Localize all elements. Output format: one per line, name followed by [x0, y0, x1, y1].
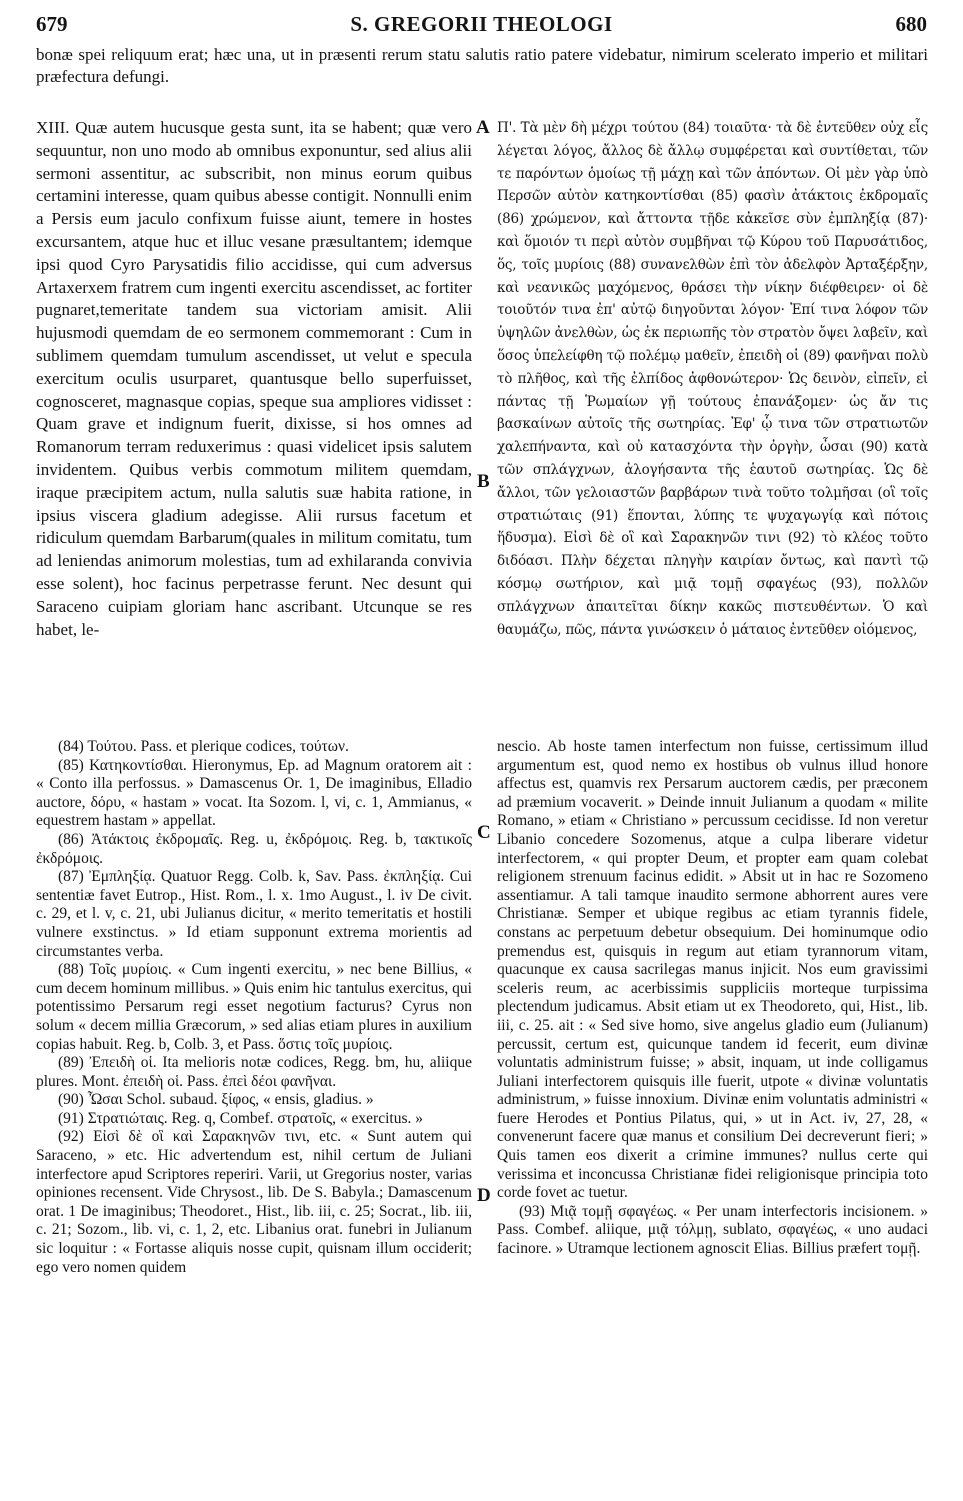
margin-marker-d: D	[477, 1185, 491, 1206]
running-title: S. GREGORII THEOLOGI	[350, 12, 613, 36]
page-number-left: 679	[36, 12, 68, 36]
intro-text: bonæ spei reliquum erat; hæc una, ut in præsenti rerum statu salutis ratio patere videbatur, nimirum scelerato imperio et militari præfectura defungi.	[36, 45, 928, 86]
margin-marker-b: B	[477, 471, 490, 492]
greek-paragraph: Π'. Τὰ μὲν δὴ μέχρι τούτου (84) τοιαῦτα· τὰ δὲ ἐντεῦθεν οὐχ εἷς λέγεται λόγος, ἄλλος δὲ ἄλλῳ συμφέρεται καὶ συντίθεται, τῶν τε παρόντων ὁμοίως τῇ μάχῃ καὶ τῶν ἀπόντων. Οἱ μὲν γὰρ ὑπὸ Περσῶν αὐτὸν κατηκοντίσθαι (85) φασὶν ἀτάκτοις ἐκδρομαῖς (86) χρώμενον, καὶ ἄττοντα τῇδε κἀκεῖσε σὺν ἐμπληξίᾳ (87)· καὶ ὅμοιόν τι περὶ αὐτὸν συμβῆναι τῷ Κύρου τοῦ Παρυσάτιδος, ὅς, τοῖς μυρίοις (88) συνανελθὼν ἐπὶ τὸν ἀδελφὸν Ἀρταξέρξην, καὶ νεανικῶς μαχόμενος, θράσει τὴν νίκην διέφθειρεν· οἱ δὲ τοιοῦτόν τινα ἐπ' αὐτῷ διηγοῦνται λόγον· Ἐπί τινα λόφον τῶν ὑψηλῶν ἀνελθὼν, ὡς ἐκ περιωπῆς τὸν στρατὸν ὄψει λαβεῖν, καὶ ὅσος ὑπελείφθη τῷ πολέμῳ μαθεῖν, ἐπειδὴ οἱ (89) φανῆναι πολὺ τὸ πλῆθος, καὶ τῆς ἐλπίδος ἀφθονώτερον· Ὡς δεινὸν, εἰπεῖν, εἰ πάντας τῇ Ῥωμαίων γῇ τούτους ἐπανάξομεν· ὡς ἄν τις βασκαίνων αὐτοῖς τῆς σωτηρίας. Ἐφ' ᾧ τινα τῶν στρατιωτῶν χαλεπήναντα, καὶ οὐ κατασχόντα τὴν ὀργὴν, ὦσαι (90) κατὰ τῶν σπλάγχνων, ἀλογήσαντα τῆς ἑαυτοῦ σωτηρίας. Ὡς δὲ ἄλλοι, τῶν γελοιαστῶν βαρβάρων τινὰ τοῦτο τολμῆσαι (οἳ τοῖς στρατιώταις (91) ἕπονται, λύπης τε ψυχαγωγίᾳ καὶ πότοις ἥδυσμα). Εἰσὶ δὲ οἳ καὶ Σαρακηνῶν τινι (92) τὸ κλέος τοῦτο διδόασι. Πλὴν δέχεται πληγὴν καιρίαν ὄντως, καὶ παντὶ τῷ κόσμῳ σωτήριον, καὶ μιᾷ τομῇ σφαγέως (93), πολλῶν σπλάγχνων ἀπαιτεῖται δίκην κακῶς πιστευθέντων. Ὁ καὶ θαυμάζω, πῶς, πάντα γινώσκειν ὁ μάταιος ἐντεῦθεν οἰόμενος,	[497, 120, 928, 638]
running-header	[36, 6, 927, 40]
latin-main-text	[36, 117, 472, 641]
page-number-right: 680	[895, 12, 927, 36]
greek-main-text	[497, 117, 928, 641]
footnote-84: (84) Τούτου. Pass. et plerique codices, τούτων.	[58, 738, 349, 755]
latin-paragraph: XIII. Quæ autem hucusque gesta sunt, ita se habent; quæ vero sequuntur, non uno modo ab omnibus exponuntur, sed alius alii sermoni assentitur, ac subscribit, non minus eorum quibus certamini interesse, quam quibus abesse contigit. Nonnulli enim a Persis eum jaculo confixum fuisse aiunt, temere in hostes excursantem, atque huc et illuc vesane præsultantem; idemque ipsi quod Cyro Parysatidis filio accidisse, qui cum adversus Artaxerxem fratrem cum ingenti exercitu ascendisset, ac fortiter pugnaret,temeritate tandem sua victoriam amisit. Alii hujusmodi quemdam de eo sermonem commemorant : Cum in sublimem quemdam tumulum ascendisset, ut velut e specula exercitum oculis usurparet, quantusque bello superfuisset, cognosceret, magnasque copias, speque sua ampliores vidisset : Quam grave et indignum fuerit, dixisse, si hos omnes ad Romanorum terram reduxerimus : quasi videlicet ipsis salutem invidentem. Quibus verbis commotum militem quemdam, iraque præcipitem actum, nulla salutis suæ habita ratione, in ipsius viscera gladium adegisse. Alii rursus facetum et ridiculum quemdam Barbarum(quales in militum comitatu, tum ad leniendas animorum molestias, tum ad exhilaranda convivia esse solent), hoc facinus perpetrasse ferunt. Nec desunt qui Saraceno cuipiam gloriam hanc ascribant. Utcunque se res habet, le-	[36, 118, 472, 639]
margin-marker-c: C	[477, 822, 491, 843]
footnote-91: (91) Στρατιώταις. Reg. q, Combef. στρατοῖς, « exercitus. »	[58, 1109, 423, 1127]
margin-marker-a: A	[476, 117, 490, 138]
footnotes-left	[36, 738, 472, 1277]
footnote-87: (87) Ἐμπληξίᾳ. Quatuor Regg. Colb. k, Sav. Pass. ἐκπληξίᾳ. Cui sententiæ favet Eutrop., Hist. Rom., l. x. 1mo August., l. iv De civit. c. 29, et l. v, c. 21, ubi Julianus dicitur, « merito temeritatis et hostili vulnere exstinctus. » Id etiam supponunt extrema morientis ad circumstantes verba.	[36, 868, 472, 960]
footnote-93: (93) Μιᾷ τομῇ σφαγέως. « Per unam interfectoris incisionem. » Pass. Combef. aliique, μιᾷ τόλμῃ, sublato, σφαγέως, « uno audaci facinore. » Utramque lectionem agnoscit Elias. Billius præfert τομῇ.	[497, 1202, 928, 1258]
footnote-85: (85) Κατηκοντίσθαι. Hieronymus, Ep. ad Magnum oratorem ait : « Conto illa perfossus. » Damascenus Or. 1, De imaginibus, Elladio auctore, δόρυ, « hastam » vocat. Ita Sozom. l, vi, c. 1, Ammianus, « equestrem hastam » appellat.	[36, 756, 472, 830]
footnote-92: (92) Εἰσὶ δὲ οἳ καὶ Σαρακηνῶν τινι, etc. « Sunt autem qui Saraceno, » etc. Hic advertendum est, nihil certum de Juliani interfectore apud Scriptores reperiri. Varii, ut Gregorius noster, varias opiniones recensent. Vide Chrysost., lib. De S. Babyla.; Damascenum orat. 1 De imaginibus; Theodoret., Hist., lib. iii, c. 25; Socrat., lib. iii, c. 21; Sozom., lib. vi, c. 1, 2, etc. Libanius orat. funebri in Julianum sic loquitur : « Fortasse aliquis nosse cupit, quisnam illum occiderit; ego vero nomen quidem	[36, 1128, 472, 1276]
footnote-90: (90) Ὦσαι Schol. subaud. ξίφος, « ensis, gladius. »	[58, 1091, 374, 1109]
footnote-88: (88) Τοῖς μυρίοις. « Cum ingenti exercitu, » nec bene Billius, « cum decem hominum millibus. » Quis enim hic tantulus exercitus, qui potentissimo Persarum regi esset negotium facturus? Cyrus non solum « decem millia Græcorum, » sed alias etiam plures in auxilium copias habuit. Reg. b, Colb. 3, et Pass. ὅστις τοῖς μυρίοις.	[36, 961, 472, 1053]
footnote-89: (89) Ἐπειδὴ οἱ. Ita melioris notæ codices, Regg. bm, hu, aliique plures. Mont. ἐπειδὴ οἱ. Pass. ἐπεὶ δέοι φανῆναι.	[36, 1054, 472, 1090]
footnote-86: (86) Ἀτάκτοις ἐκδρομαῖς. Reg. u, ἐκδρόμοις. Reg. b, τακτικοῖς ἐκδρόμοις.	[36, 830, 472, 867]
footnote-92-continued: nescio. Ab hoste tamen interfectum non fuisse, certissimum illud argumentum est, quod nemo ex hostibus ob vulnus illud honore affectus est, quamvis rex Persarum auctorem cædis, per præconem ad præmium vocaverit. » Deinde innuit Julianum a quodam « milite Romano, » etiam « Christiano » percussum cecidisse. Id non veretur Libanio concedere Sozomenus, atque a culpa liberare videtur interfectorem, « qui propter Deum, et propter eam quam colebat religionem strenuum facinus edidit. » Absit ut in hac re Sozomeno assentiamur. A tali tamque inaudito sermone abhorrent aures vere Christianæ. Semper et ubique regibus ac etiam tyrannis fidele, constans ac perpetuum debetur obsequium. Dei hominumque odio premendus est, quisquis in regum aut etiam tyrannorum vitam, quacunque ex causa sacrilegas manus injicit. Nos eum gravissimi sceleris reum, ac acerbissimis suppliciis morteque turpissima plectendum judicamus. Absit etiam ut ex Theodoreto, qui, Hist., lib. iii, c. 25. ait : « Sed sive homo, sive angelus gladio eum (Julianum) percussit, certum est, quicunque tandem id fecerit, eum divinæ voluntatis administrum fuisse; » absit, inquam, ut inde colligamus Juliani interfectorem quisquis ille fuerit, utpote « divinæ voluntatis administrum, » fuisse innoxium. Divinæ enim voluntatis administri « fuere Herodes et Pontius Pilatus, qui, » ut in Act. iv, 27, 28, « convenerunt facere quæ manus et consilium Dei decreverunt fieri; » Quis tamen eos dixerit a crimine immunes? nullus certe qui verissima et inconcussa Christianæ fidei religionisque principia toto corde fovet ac tuetur.	[497, 738, 928, 1202]
footnotes-right	[497, 738, 928, 1259]
